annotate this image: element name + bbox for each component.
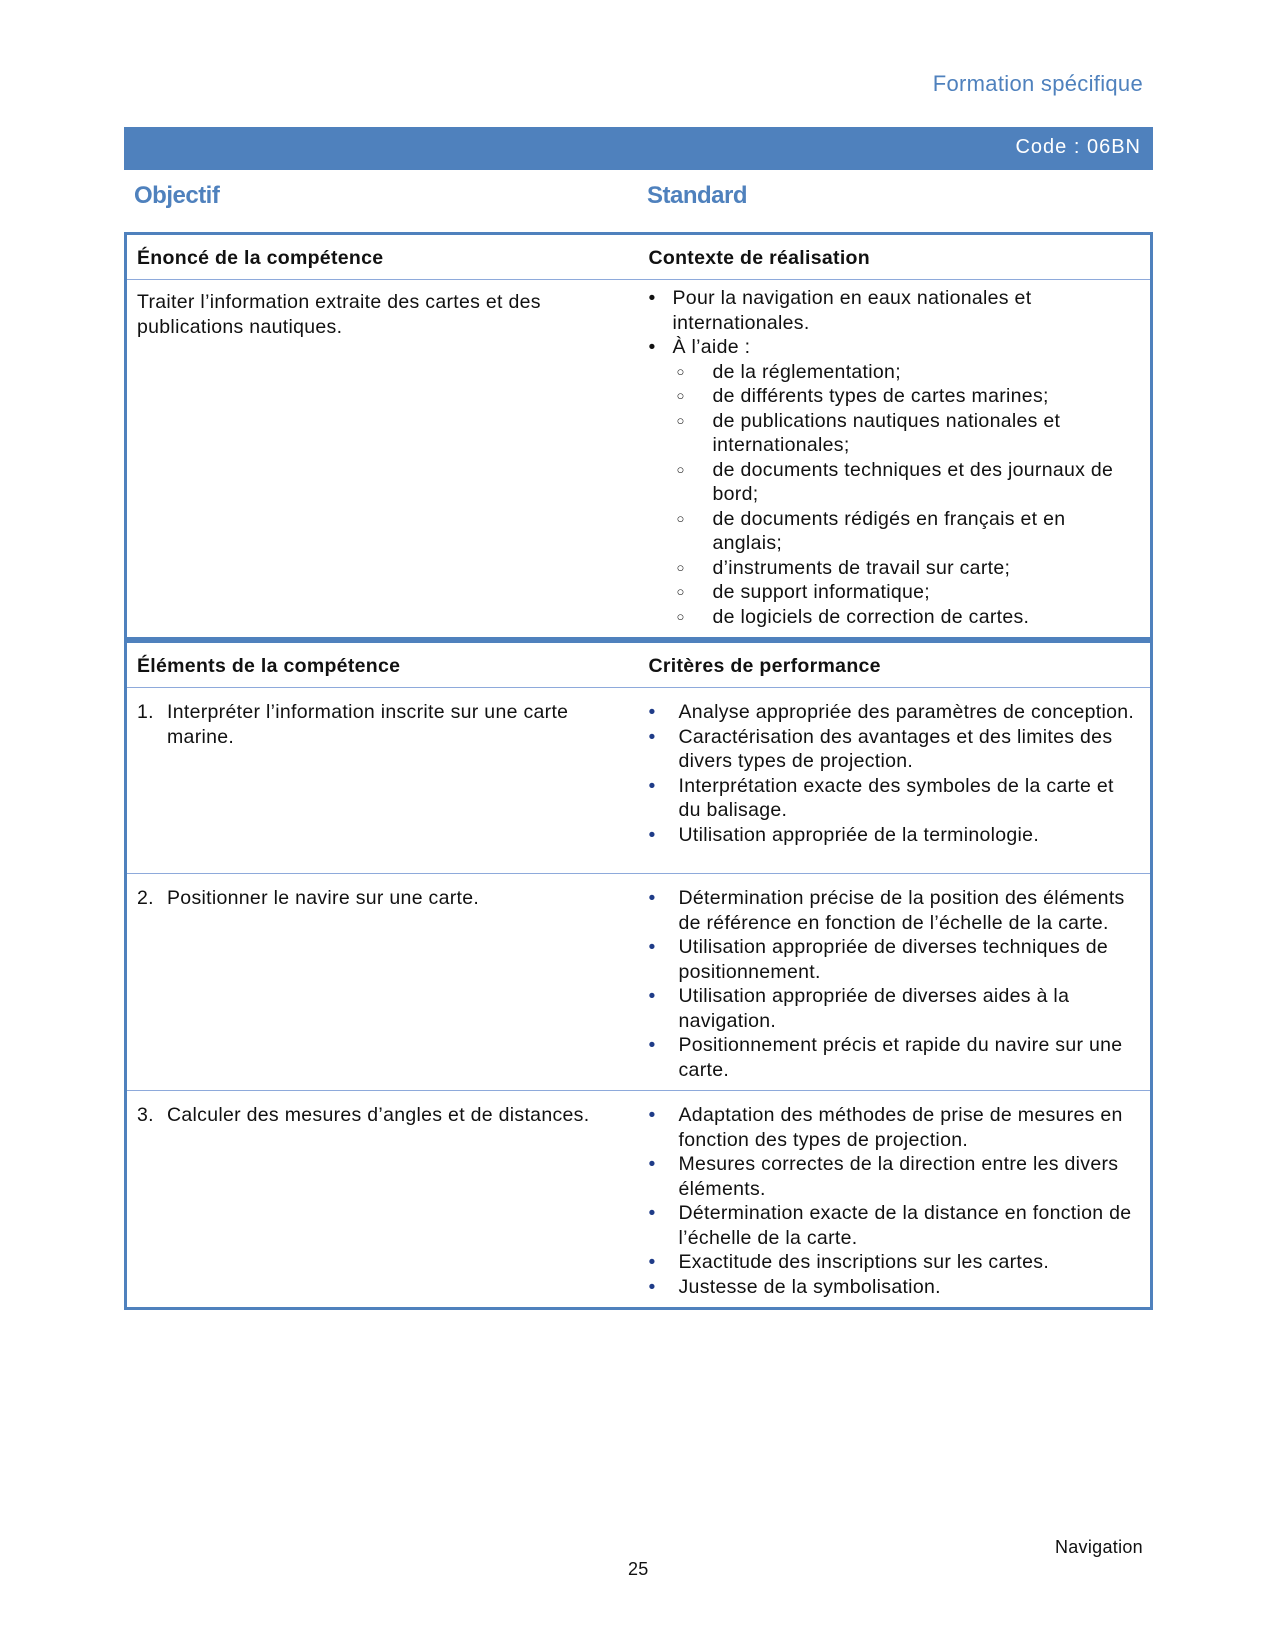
list-item: • Caractérisation des avantages et des limites des divers types de projection. — [649, 725, 1141, 774]
list-item: ○ de documents rédigés en français et en anglais; — [649, 507, 1141, 556]
competence-table — [124, 232, 1153, 640]
element-text: Positionner le navire sur une carte. — [167, 887, 480, 909]
list-item: ○ de support informatique; — [649, 580, 1141, 605]
element-text: Calculer des mesures d’angles et de distances. — [167, 1104, 590, 1126]
elements-table — [124, 640, 1153, 1310]
list-item: • Détermination exacte de la distance en fonction de l’échelle de la carte. — [649, 1201, 1141, 1250]
col-header-contexte: Contexte de réalisation — [639, 234, 1152, 280]
competence-statement: Traiter l’information extraite des cartes et des publications nautiques. — [137, 291, 541, 338]
section-standard: Standard — [647, 182, 748, 209]
list-item: • Utilisation appropriée de diverses techniques de positionnement. — [649, 935, 1141, 984]
list-item: • Pour la navigation en eaux nationales et internationales. — [649, 286, 1141, 335]
list-item: • Détermination précise de la position des éléments de référence en fonction de l’échelle de la carte. — [649, 886, 1141, 935]
col-header-criteres: Critères de performance — [639, 642, 1152, 688]
list-item: • Justesse de la symbolisation. — [649, 1275, 1141, 1300]
element-text: Interpréter l’information inscrite sur une carte marine. — [167, 701, 569, 748]
list-item: • Interprétation exacte des symboles de la carte et du balisage. — [649, 774, 1141, 823]
list-item: ○ de logiciels de correction de cartes. — [649, 605, 1141, 630]
section-objectif: Objectif — [134, 182, 220, 209]
list-item: • Mesures correctes de la direction entre les divers éléments. — [649, 1152, 1141, 1201]
criteria-list — [649, 700, 1141, 847]
list-item: ○ de différents types de cartes marines; — [649, 384, 1141, 409]
criteria-list — [649, 886, 1141, 1082]
list-item: ○ de documents techniques et des journaux de bord; — [649, 458, 1141, 507]
list-item: • Utilisation appropriée de la terminologie. — [649, 823, 1141, 848]
list-item: • Adaptation des méthodes de prise de mesures en fonction des types de projection. — [649, 1103, 1141, 1152]
list-item: ○ de la réglementation; — [649, 360, 1141, 385]
list-item: • Positionnement précis et rapide du navire sur une carte. — [649, 1033, 1141, 1082]
list-item: ○ de publications nautiques nationales et internationales; — [649, 409, 1141, 458]
list-item: • Analyse appropriée des paramètres de conception. — [649, 700, 1141, 725]
element-number: 1. — [137, 701, 154, 723]
code-banner: Code : 06BN — [124, 127, 1153, 170]
element-number: 3. — [137, 1104, 154, 1126]
col-header-enonce: Énoncé de la compétence — [126, 234, 639, 280]
criteria-list — [649, 1103, 1141, 1299]
table-row-element — [137, 1103, 629, 1128]
col-header-elements: Éléments de la compétence — [126, 642, 639, 688]
context-list — [649, 286, 1141, 629]
table-row-element — [137, 886, 629, 911]
list-item: • Utilisation appropriée de diverses aides à la navigation. — [649, 984, 1141, 1033]
document-title: Formation spécifique — [932, 71, 1143, 96]
page-number: 25 — [628, 1559, 649, 1579]
list-item: ○ d’instruments de travail sur carte; — [649, 556, 1141, 581]
footer-label: Navigation — [1054, 1537, 1143, 1557]
list-item: • À l’aide : — [649, 335, 1141, 360]
element-number: 2. — [137, 887, 154, 909]
table-row-element — [137, 700, 629, 749]
list-item: • Exactitude des inscriptions sur les cartes. — [649, 1250, 1141, 1275]
